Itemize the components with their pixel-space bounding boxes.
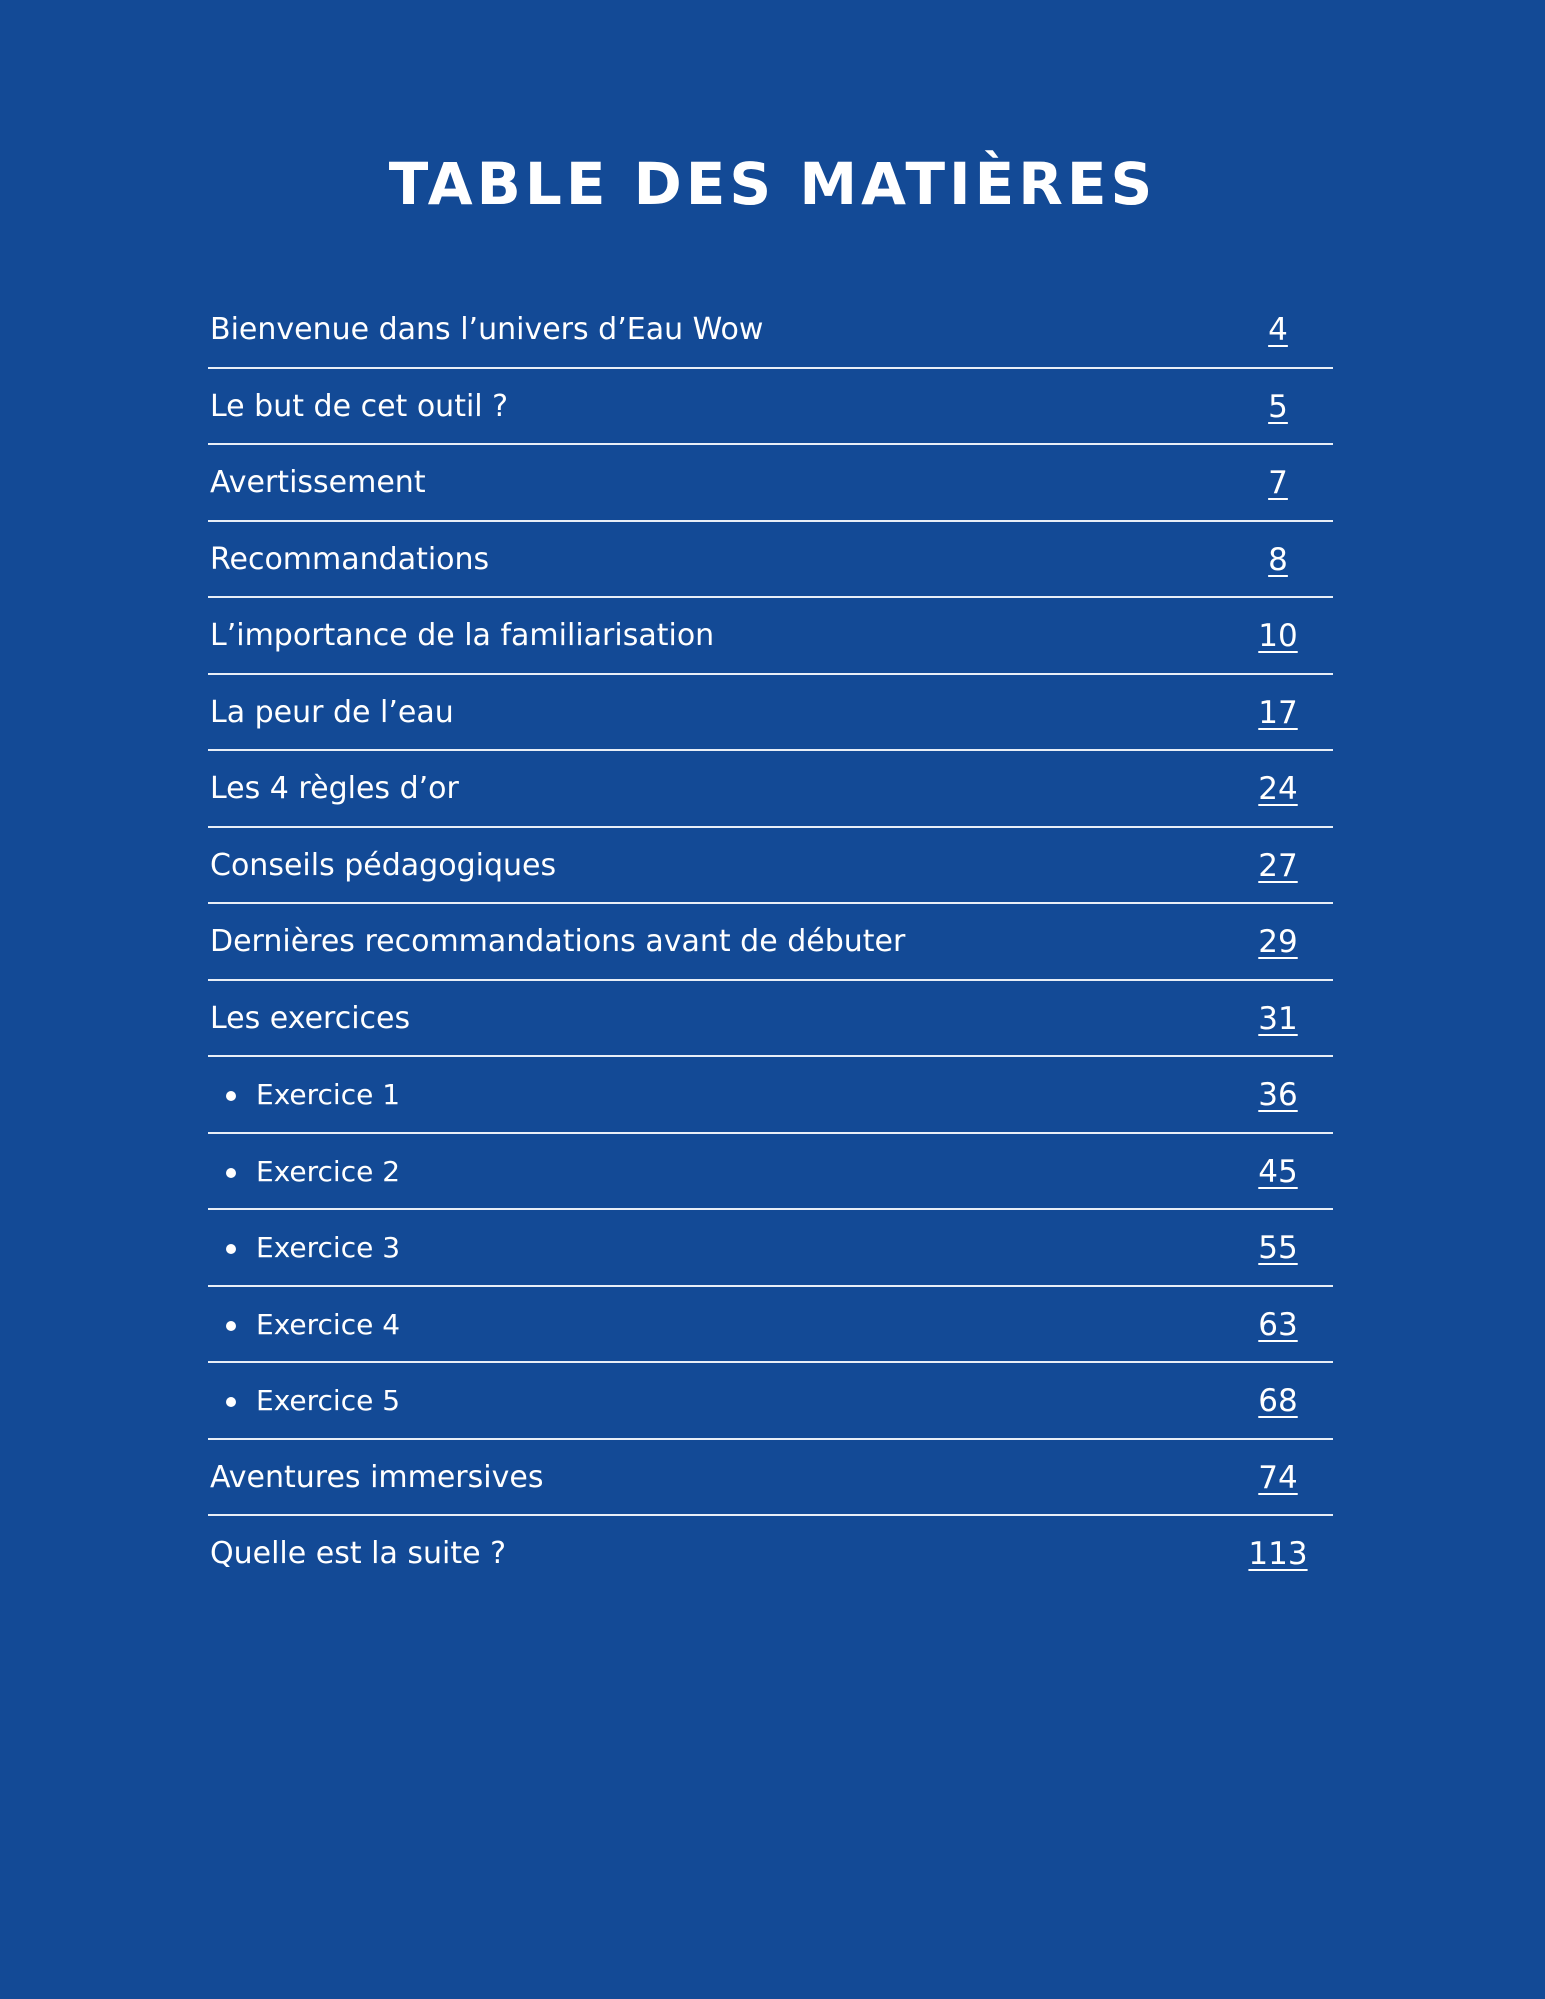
toc-entry-label: La peur de l’eau [210, 694, 454, 730]
toc-page-link[interactable]: 74 [1258, 1459, 1298, 1496]
bullet-icon [226, 1091, 236, 1101]
toc-entry-label: Recommandations [210, 541, 490, 577]
toc-sub-entry [208, 1210, 1333, 1287]
toc-sub-entry [208, 1057, 1333, 1134]
toc-entry [208, 292, 1333, 369]
toc-entry [208, 675, 1333, 752]
toc-entry-label: Conseils pédagogiques [210, 847, 557, 883]
toc-entry [208, 522, 1333, 599]
toc-entry-label: Les 4 règles d’or [210, 771, 459, 806]
toc-sub-entry [208, 1363, 1333, 1440]
toc-page-link[interactable]: 24 [1258, 771, 1298, 807]
toc-entry-label: L’importance de la familiarisation [210, 618, 715, 653]
toc-entry-label: Les exercices [210, 1000, 411, 1036]
toc-entry [208, 981, 1333, 1058]
bullet-icon [226, 1244, 236, 1254]
bullet-icon [226, 1168, 236, 1178]
toc-page-link[interactable]: 31 [1258, 1000, 1298, 1037]
toc-entry-label: Bienvenue dans l’univers d’Eau Wow [210, 312, 764, 347]
toc-entry-label: Exercice 5 [256, 1384, 401, 1417]
toc-entry [208, 445, 1333, 522]
toc-entry [208, 828, 1333, 905]
toc-entry-label: Exercice 4 [256, 1307, 401, 1341]
toc-sub-entry [208, 1134, 1333, 1211]
toc-entry-label: Exercice 1 [256, 1078, 401, 1111]
toc-page-link[interactable]: 45 [1258, 1153, 1298, 1190]
toc-page-link[interactable]: 113 [1248, 1536, 1308, 1572]
toc-page-link[interactable]: 55 [1258, 1230, 1298, 1266]
toc-entry [208, 1440, 1333, 1517]
toc-entry-label: Dernières recommandations avant de débuter [210, 924, 906, 959]
toc-entry [208, 1516, 1333, 1593]
toc-page-link[interactable]: 36 [1258, 1077, 1298, 1113]
toc-page-link[interactable]: 7 [1268, 465, 1288, 501]
toc-page-link[interactable]: 8 [1268, 541, 1288, 578]
toc-page-link[interactable]: 63 [1258, 1306, 1298, 1343]
toc-page-link[interactable]: 68 [1258, 1383, 1298, 1419]
toc-entry-label: Exercice 2 [256, 1154, 401, 1188]
toc-entry-label: Quelle est la suite ? [210, 1536, 507, 1571]
bullet-icon [226, 1397, 236, 1407]
toc-sub-entry [208, 1287, 1333, 1364]
table-of-contents [208, 292, 1333, 1593]
toc-page-link[interactable]: 5 [1268, 388, 1288, 425]
toc-entry [208, 598, 1333, 675]
toc-entry [208, 751, 1333, 828]
toc-page-link[interactable]: 27 [1258, 847, 1298, 884]
toc-page-link[interactable]: 29 [1258, 924, 1298, 960]
toc-entry-label: Aventures immersives [210, 1459, 544, 1495]
toc-entry-label: Avertissement [210, 465, 426, 500]
toc-page-link[interactable]: 4 [1268, 312, 1288, 348]
bullet-icon [226, 1321, 236, 1331]
toc-entry [208, 904, 1333, 981]
toc-entry-label: Le but de cet outil ? [210, 388, 509, 424]
toc-entry-label: Exercice 3 [256, 1231, 401, 1264]
toc-entry [208, 369, 1333, 446]
toc-page-link[interactable]: 17 [1258, 694, 1298, 731]
toc-page-link[interactable]: 10 [1258, 618, 1298, 654]
page-title: TABLE DES MATIÈRES [388, 150, 1157, 218]
